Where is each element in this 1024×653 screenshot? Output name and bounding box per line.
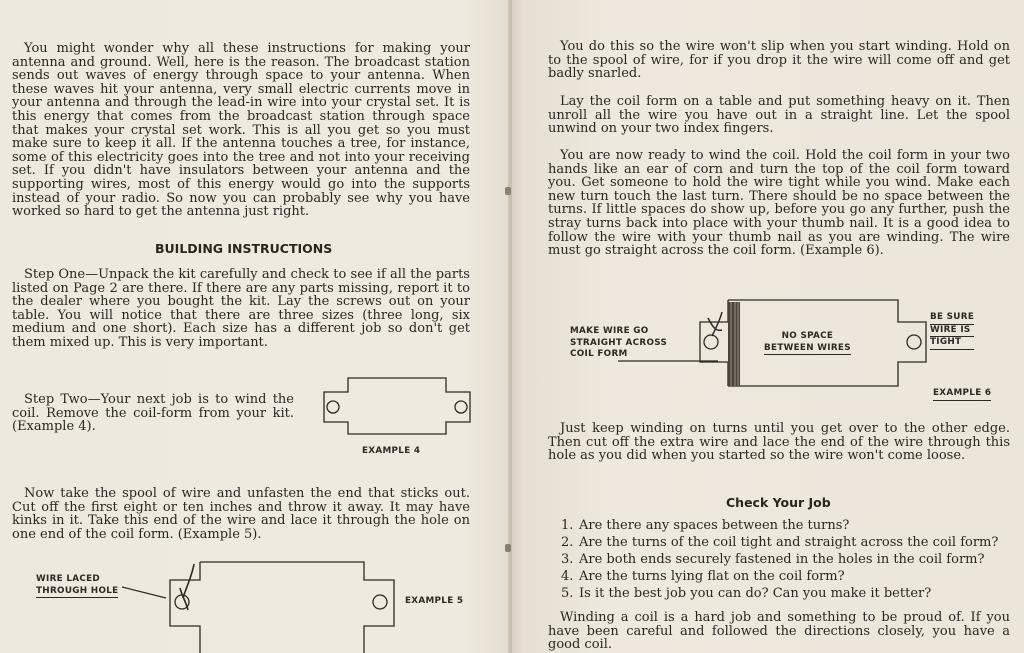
wind-coil-paragraph: You are now ready to wind the coil. Hold the coil form in your two hands like an ear of corn and turn the top of the coil form toward you. Get someone to hold the wire tight while you wind. Make each new turn touch the last turn. There should be no space between the turns. If little spaces do show up, before you go any further, push the stray turns back into place with your thumb nail. It is a good idea to follow the wire with your thumb nail as you are winding. The wire must go straight across the coil form. (Example 6). [548, 148, 1010, 259]
checklist-text: Are the turns of the coil tight and straight across the coil form? [579, 535, 999, 550]
checklist-number: 1. [561, 518, 574, 533]
checklist-item [561, 517, 1010, 534]
step-two-text: —Your next job is to wind the coil. Remove the coil-form from your kit. (Example 4). [12, 392, 294, 435]
example-6-mid-label [764, 331, 851, 355]
example-4-coil-form [320, 376, 480, 436]
building-instructions-heading: BUILDING INSTRUCTIONS [155, 241, 333, 256]
checklist-text: Are both ends securely fastened in the holes in the coil form? [579, 552, 985, 567]
example-6-caption-text: EXAMPLE 6 [933, 388, 991, 401]
step-two-lead: Step Two [24, 392, 88, 407]
example-5-label-line: WIRE LACED [36, 574, 101, 584]
spool-paragraph: Now take the spool of wire and unfasten the end that sticks out. Cut off the first eight or ten inches and throw it away. It may have kinks in it. Take this end of the wire and lace it through the hole on one end of the coil form. (Example 5). [12, 486, 470, 542]
check-your-job-heading: Check Your Job [726, 495, 831, 510]
step-one-lead: Step One [24, 267, 86, 282]
checklist-number: 5. [561, 586, 574, 601]
example-6-right-line: TIGHT [930, 337, 974, 350]
checklist-number: 4. [561, 569, 574, 584]
example-5-label [36, 574, 118, 598]
example-6-left-line: COIL FORM [570, 349, 628, 359]
example-5-coil-form [122, 558, 412, 653]
example-6-left-line: MAKE WIRE GO [570, 326, 649, 336]
example-6-mid-line: BETWEEN WIRES [764, 343, 851, 356]
slip-paragraph: You do this so the wire won't slip when you start winding. Hold on to the spool of wire, for if you drop it the wire will come off and get badly snarled. [548, 39, 1010, 82]
intro-paragraph: You might wonder why all these instructions for making your antenna and ground. Well, here is the reason. The broadcast station sends out waves of energy through space to your antenna. When these waves hit your antenna, very small electric currents move in your antenna and through the lead-in wire into your crystal set. It is this energy that comes from the broadcast station through space that makes your crystal set work. This is all you get so you must make sure to keep it all. If the antenna touches a tree, for instance, some of this electricity goes into the tree and not into your receiving set. If you didn't have insulators between your antenna and the supporting wires, most of this energy would go into the supports instead of your radio. So now you can probably see why you have worked so hard to get the antenna just right. [12, 41, 470, 220]
table-paragraph: Lay the coil form on a table and put something heavy on it. Then unroll all the wire you have out in a straight line. Let the spool unwind on your two index fingers. [548, 94, 1010, 137]
closing-paragraph: Winding a coil is a hard job and something to be proud of. If you have been careful and followed the directions closely, you have a good coil. [548, 610, 1010, 653]
checklist-number: 3. [561, 552, 574, 567]
example-5-caption: EXAMPLE 5 [405, 596, 464, 606]
checklist-item [561, 551, 1010, 568]
example-6-right-line: BE SURE [930, 312, 974, 325]
page-fold [508, 0, 512, 653]
step-one-text: —Unpack the kit carefully and check to see if all the parts listed on Page 2 are there. If there are any parts missing, report it to the dealer where you bought the kit. Lay the screws out on your table. You will notice that there are three sizes (three long, six medium and one short). Each size has a different job so don't get them mixed up. This is very important. [12, 267, 470, 350]
example-6-mid-line: NO SPACE [781, 331, 834, 341]
checklist [561, 517, 1010, 602]
example-6-right-label [930, 312, 974, 350]
checklist-item [561, 585, 1010, 602]
staple [505, 544, 511, 552]
checklist-text: Is it the best job you can do? Can you make it better? [579, 586, 932, 601]
example-6-right-line: WIRE IS [930, 325, 974, 338]
example-4-caption: EXAMPLE 4 [362, 446, 421, 456]
example-5-label-line: THROUGH HOLE [36, 586, 118, 599]
checklist-text: Are there any spaces between the turns? [579, 518, 850, 533]
step-two-paragraph [12, 393, 294, 434]
checklist-item [561, 568, 1010, 585]
step-one-paragraph [12, 268, 470, 350]
checklist-item [561, 534, 1010, 551]
keep-winding-paragraph: Just keep winding on turns until you get over to the other edge. Then cut off the extra wire and lace the end of the wire through this hole as you did when you started so the wire won't come loose. [548, 421, 1010, 464]
example-6-left-line: STRAIGHT ACROSS [570, 337, 668, 348]
staple [505, 187, 511, 195]
checklist-text: Are the turns lying flat on the coil form? [579, 569, 845, 584]
example-6-caption [933, 388, 991, 401]
checklist-number: 2. [561, 535, 574, 550]
